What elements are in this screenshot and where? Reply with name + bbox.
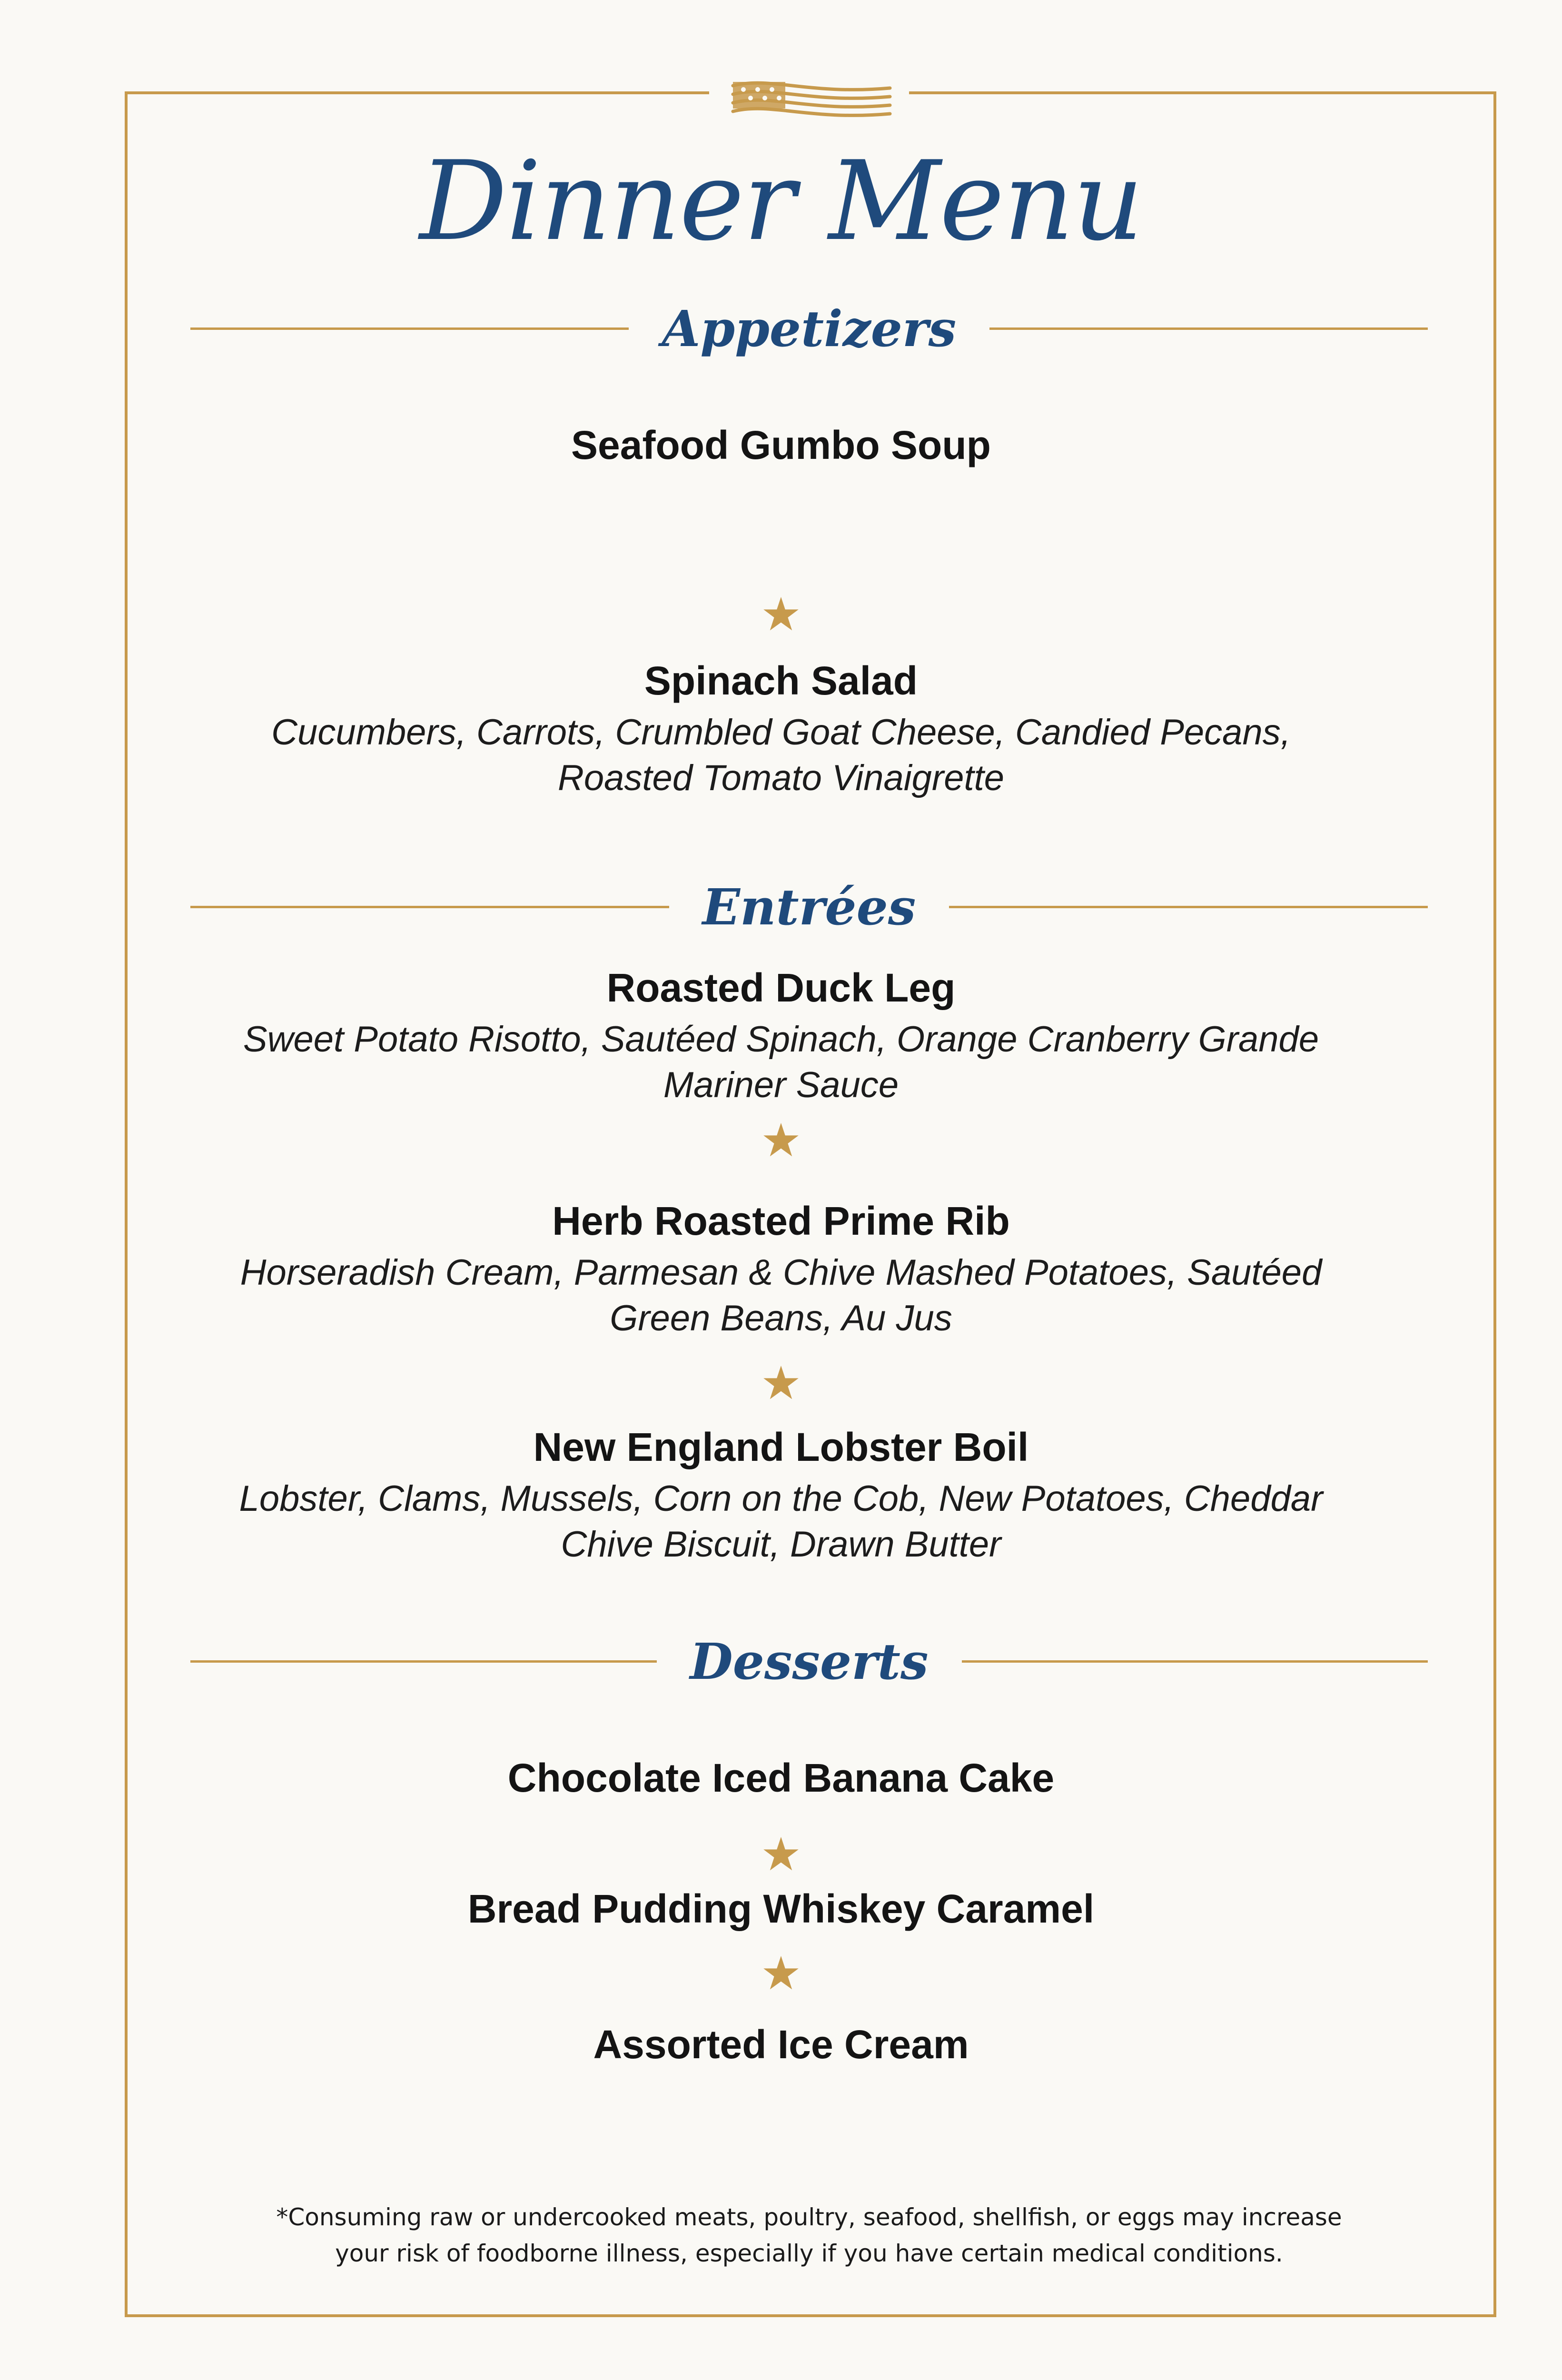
menu-item-description: Horseradish Cream, Parmesan & Chive Mashed Potatoes, Sautéed Green Beans, Au Jus (240, 1252, 1322, 1339)
divider-rule-left (190, 1660, 657, 1663)
menu-item-description: Sweet Potato Risotto, Sautéed Spinach, Orange Cranberry Grande Mariner Sauce (243, 1019, 1319, 1105)
section-header-appetizers (190, 300, 1428, 357)
divider-rule-right (962, 1660, 1428, 1663)
star-icon (762, 1954, 800, 1992)
page-title: Dinner Menu (419, 138, 1143, 265)
flag-icon (714, 71, 904, 124)
menu-item-description: Lobster, Clams, Mussels, Corn on the Cob, New Potatoes, Cheddar Chive Biscuit, Drawn Butter (239, 1478, 1323, 1565)
menu-item-name: Seafood Gumbo Soup (571, 423, 991, 467)
menu-item-chocolate-iced-banana-cake (143, 1752, 1419, 1804)
star-icon (762, 595, 800, 633)
divider-rule-left (190, 327, 629, 330)
menu-item-assorted-ice-cream (143, 2018, 1419, 2071)
menu-item-bread-pudding-whiskey-caramel (143, 1883, 1419, 1935)
star-icon (762, 1835, 800, 1873)
menu-item-description: Cucumbers, Carrots, Crumbled Goat Cheese, Candied Pecans, Roasted Tomato Vinaigrette (271, 712, 1291, 798)
section-title-desserts: Desserts (690, 1632, 929, 1691)
section-title-entrees: Entrées (702, 877, 916, 936)
menu-item-name: Assorted Ice Cream (593, 2022, 969, 2067)
star-icon (762, 1364, 800, 1402)
menu-item-name: Roasted Duck Leg (606, 965, 956, 1010)
menu-item-roasted-duck-leg (143, 962, 1419, 1108)
menu-item-name: Spinach Salad (644, 658, 918, 703)
divider-rule-right (949, 906, 1428, 908)
menu-item-name: Bread Pudding Whiskey Caramel (467, 1886, 1095, 1931)
star-icon (762, 1121, 800, 1159)
divider-rule-left (190, 906, 669, 908)
section-header-entrees (190, 878, 1428, 935)
menu-item-name: Chocolate Iced Banana Cake (507, 1755, 1055, 1800)
menu-item-herb-roasted-prime-rib (143, 1195, 1419, 1341)
menu-item-spinach-salad (143, 654, 1419, 801)
section-header-desserts (190, 1633, 1428, 1690)
menu-item-new-england-lobster-boil (143, 1421, 1419, 1567)
menu-item-seafood-gumbo-soup (143, 419, 1419, 471)
health-disclaimer: *Consuming raw or undercooked meats, poultry, seafood, shellfish, or eggs may increase your risk of foodborne illness, especially if you have certain medical conditions. (276, 2203, 1342, 2267)
menu-item-name: New England Lobster Boil (533, 1425, 1029, 1469)
menu-item-name: Herb Roasted Prime Rib (552, 1199, 1010, 1243)
section-title-appetizers: Appetizers (662, 299, 957, 358)
divider-rule-right (989, 327, 1428, 330)
